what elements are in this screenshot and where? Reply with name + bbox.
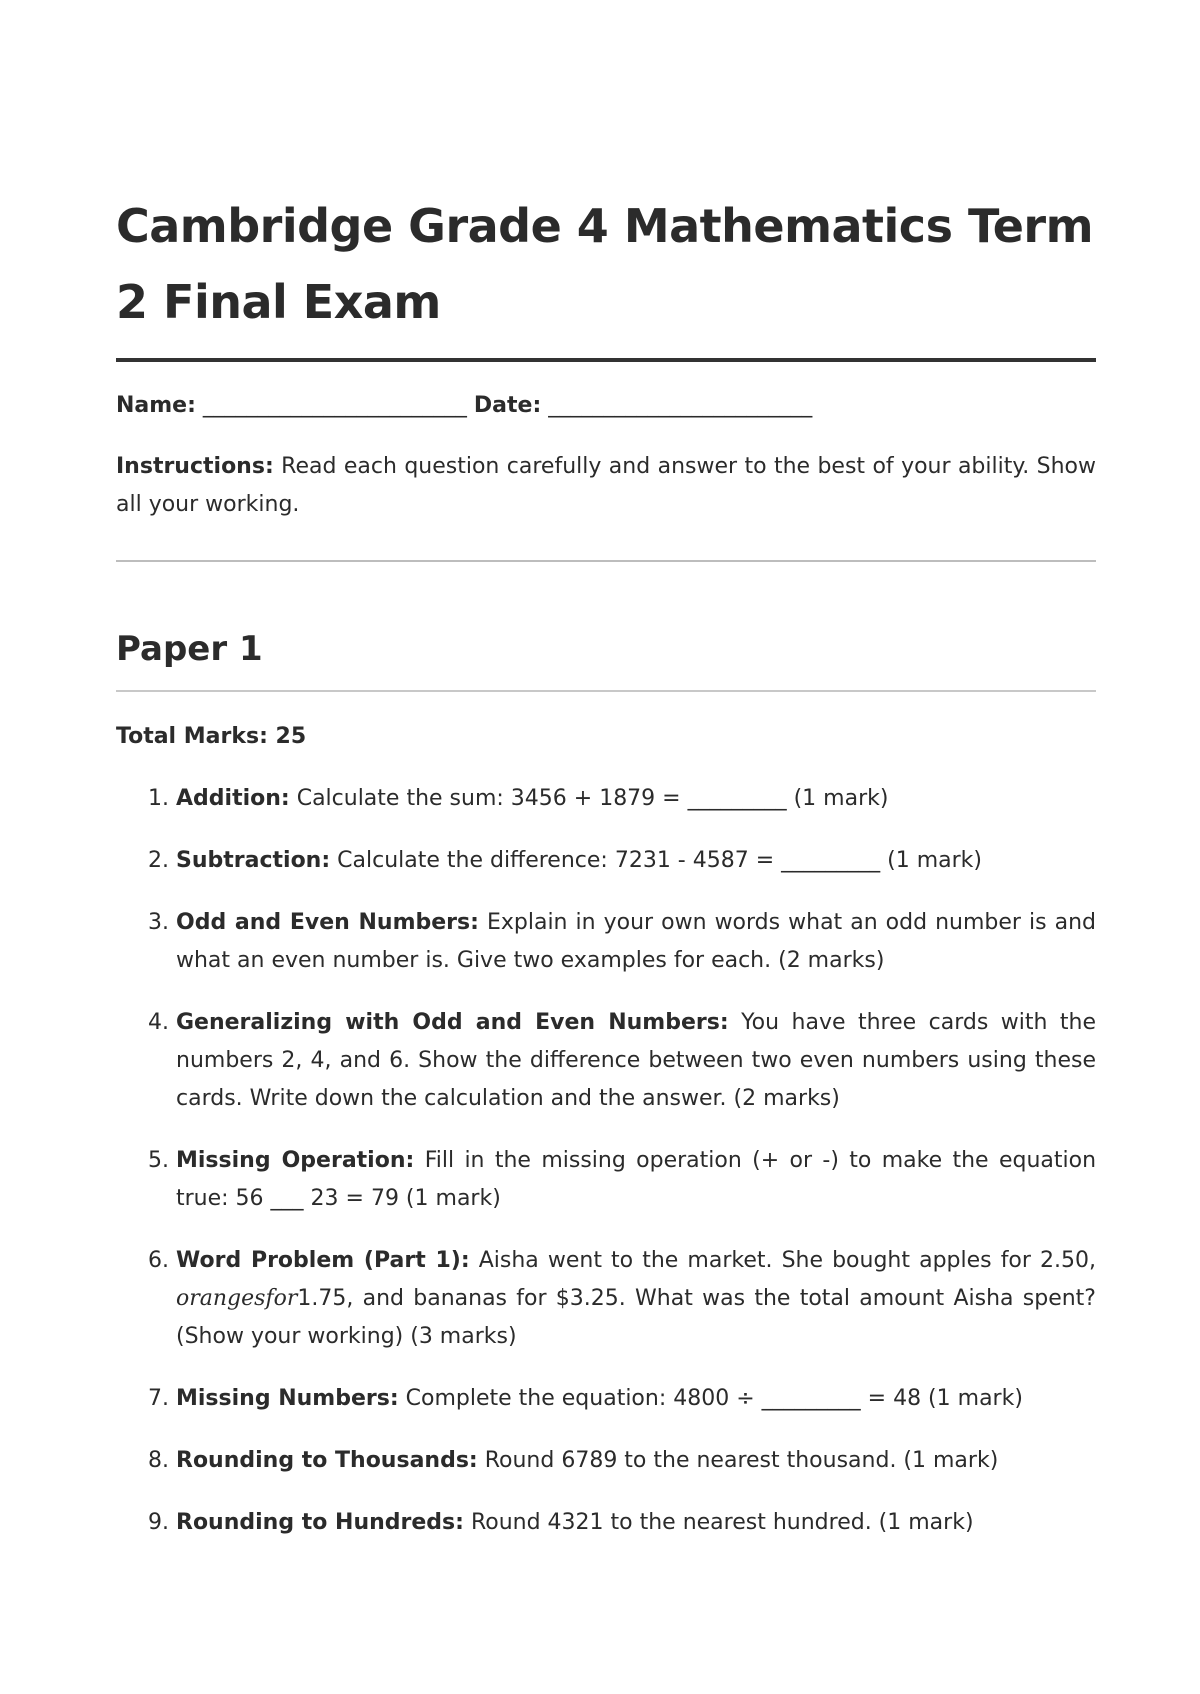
date-label: Date: [473,393,542,418]
question-item [176,904,1096,980]
question-label: Missing Operation: [176,1148,415,1173]
question-label: Generalizing with Odd and Even Numbers: [176,1010,729,1035]
instructions-label: Instructions: [116,454,274,479]
question-text: Aisha went to the market. She bought apples for 2.50, [478,1248,1097,1273]
question-label: Addition: [176,786,290,811]
question-label: Rounding to Thousands: [176,1448,478,1473]
name-blank: ________________________ [202,393,467,418]
question-text: Calculate the difference: 7231 - 4587 = _________ (1 mark) [337,848,982,873]
question-text: Round 6789 to the nearest thousand. (1 mark) [484,1448,999,1473]
paper-divider [116,690,1096,692]
page-title: Cambridge Grade 4 Mathematics Term 2 Final Exam [116,199,1094,329]
question-label: Subtraction: [176,848,331,873]
question-item [176,1004,1096,1118]
question-text: Calculate the sum: 3456 + 1879 = _________ (1 mark) [296,786,889,811]
section-divider [116,560,1096,562]
question-item [176,1442,1096,1480]
question-item [176,780,1096,818]
question-list [116,780,1096,1542]
question-math-text: orangesfor [176,1286,298,1311]
question-text: Complete the equation: 4800 ÷ _________ = 48 (1 mark) [405,1386,1023,1411]
total-marks: Total Marks: 25 [116,724,307,749]
question-label: Missing Numbers: [176,1386,399,1411]
question-item [176,1242,1096,1356]
name-date-line [116,390,1096,422]
question-item [176,842,1096,880]
exam-page [116,188,1096,1566]
date-blank: ________________________ [548,393,813,418]
title-divider [116,358,1096,362]
question-text: Round 4321 to the nearest hundred. (1 mark) [470,1510,974,1535]
paper-heading: Paper 1 [116,629,263,669]
instructions-text: Read each question carefully and answer to the best of your ability. Show all your working. [116,454,1097,517]
question-label: Word Problem (Part 1): [176,1248,470,1273]
question-label: Rounding to Hundreds: [176,1510,464,1535]
name-label: Name: [116,393,196,418]
instructions [116,448,1096,524]
question-item [176,1142,1096,1218]
question-label: Odd and Even Numbers: [176,910,479,935]
question-text: 1.75, and bananas for $3.25. What was the total amount Aisha spent? (Show your working) (3 marks) [176,1286,1096,1349]
question-text: You have three cards with the numbers 2, 4, and 6. Show the difference between two even numbers using these cards. Write down the calculation and the answer. (2 marks) [176,1010,1097,1111]
question-text: Fill in the missing operation (+ or -) to make the equation true: 56 ___ 23 = 79 (1 mark) [176,1148,1097,1211]
question-text: Explain in your own words what an odd number is and what an even number is. Give two examples for each. (2 marks) [176,910,1097,973]
question-item [176,1504,1096,1542]
question-item [176,1380,1096,1418]
